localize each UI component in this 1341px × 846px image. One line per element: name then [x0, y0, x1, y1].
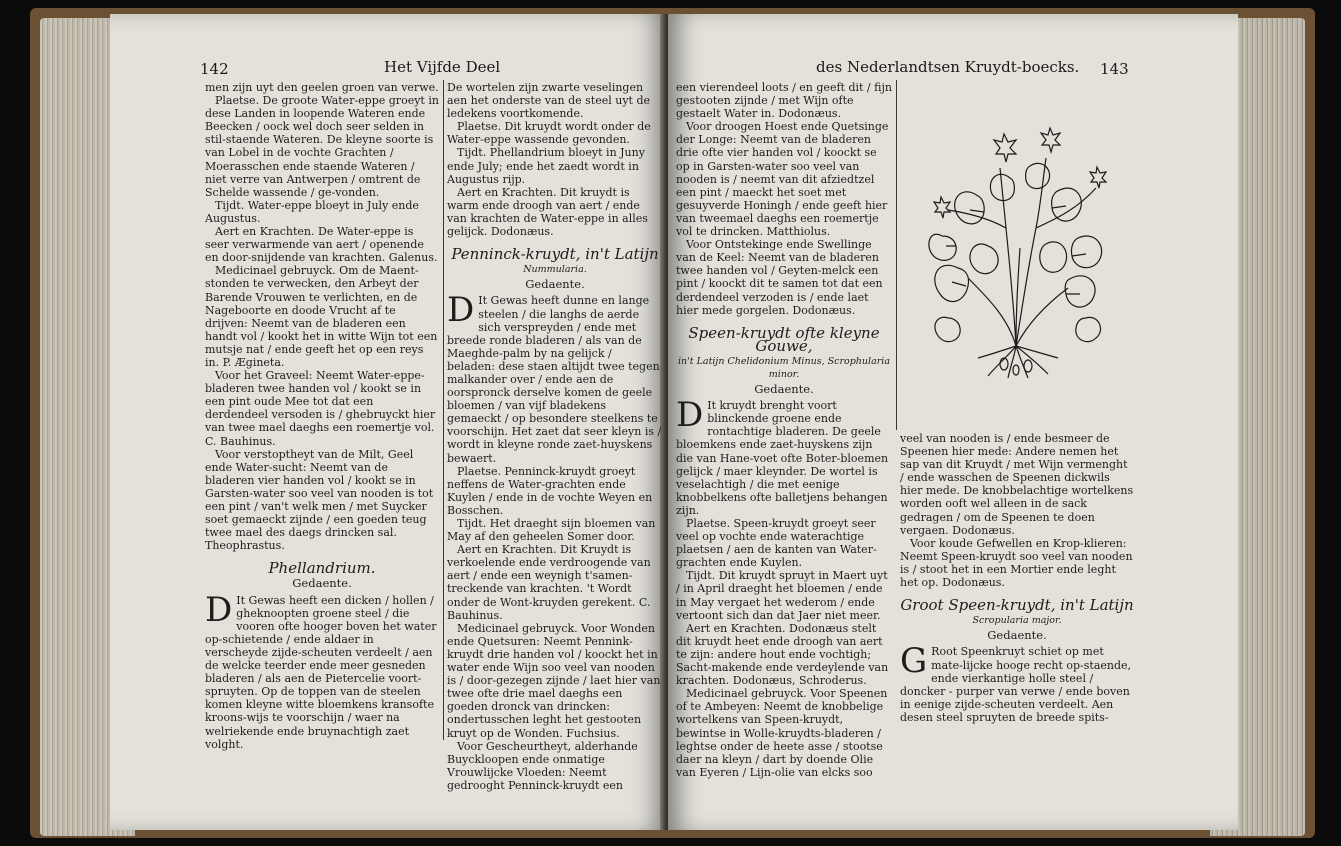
gedaente-heading: Gedaente.	[292, 576, 352, 591]
paragraph: Tijdt. Het draeght sijn bloemen van May af den geheelen Somer door.	[447, 517, 656, 544]
section-subtitle: Scropularia major.	[972, 615, 1062, 627]
paragraph: Plaetse. Penninck-kruydt groeyt neffens de Water-grachten ende Kuylen / ende in de vochte Weyen en Bosschen.	[447, 464, 653, 517]
plant-woodcut-illustration	[918, 118, 1114, 380]
left-page-number: 142	[200, 60, 229, 78]
gedaente-heading: Gedaente.	[754, 382, 814, 397]
paragraph: Aert en Krachten. Dit Kruydt is verkoelende ende verdroogende van aert / ende een weynigh t'samen-treckende van krachten. 't Wordt onder de Wont-kruyden gerekent. C. Bauhinus.	[447, 543, 651, 622]
paragraph: It Gewas heeft dunne en lange steelen / die langhs de aerde sich verspreyden / ende met breede ronde bladeren / als van de Maeghde-palm by na gelijck / beladen: dese staen altijdt twee tegen malkander over / ende aen de oorspronck derselve komen de geele bloemen / van vijf bladekens gemaeckt / op besondere steelkens te voorschijn. Het zaet dat seer kleyn is / wordt in kleyne ronde zaet-huyskens bewaert.	[447, 294, 662, 465]
section-title: Groot Speen-kruydt, in't Latijn	[900, 596, 1134, 615]
paragraph: Voor Gescheurtheyt, alderhande Buyckloopen ende onmatige Vrouwlijcke Vloeden: Neemt gedrooght Penninck-kruydt een	[447, 739, 638, 792]
paragraph: Voor verstoptheyt van de Milt, Geel ende Water-sucht: Neemt van de bladeren vier handen vol / kookt se in Garsten-water soo veel van nooden is tot een pint / van't welk men / met Suycker soet gemaeckt zijnde / een goeden teug twee mael des daegs drincken sal. Theophrastus.	[205, 447, 434, 553]
paragraph: Tijdt. Dit kruydt spruyt in Maert uyt / in April draeght het bloemen / ende in May vergaet het wederom / ende vertoont sich dan dat Jaer niet meer.	[676, 569, 888, 622]
drop-cap: D	[676, 395, 704, 436]
right-page-column-1	[676, 81, 892, 779]
section-title: Speen-kruydt ofte kleyne Gouwe,	[688, 323, 880, 355]
left-page-column-1	[205, 81, 439, 751]
section-subtitle: in't Latijn Chelidonium Minus, Scrophularia minor.	[678, 355, 890, 380]
left-running-head: Het Vijfde Deel	[384, 58, 501, 76]
gedaente-heading: Gedaente.	[987, 628, 1047, 643]
drop-cap: D	[205, 589, 233, 630]
section-title: Phellandrium.	[268, 559, 376, 578]
paragraph: Aert en Krachten. De Water-eppe is seer verwarmende van aert / openende en door-snijdende van krachten. Galenus.	[205, 225, 438, 265]
section-subtitle: Nummularia.	[523, 264, 587, 276]
paragraph: De wortelen zijn zwarte veselingen aen het onderste van de steel uyt de ledekens voortkomende.	[447, 81, 651, 121]
right-page-number: 143	[1100, 60, 1129, 78]
section-title: Penninck-kruydt, in't Latijn	[451, 245, 659, 264]
left-column-rule	[443, 80, 444, 740]
paragraph: men zijn uyt den geelen groen van verwe.	[205, 81, 439, 94]
paragraph: Aert en Krachten. Dodonæus stelt dit kruydt heet ende droogh van aert te zijn: andere hout ende vochtigh; Sacht-makende ende verdeylende van krachten. Dodonæus, Schroderus.	[676, 621, 889, 688]
gedaente-heading: Gedaente.	[525, 277, 585, 292]
drop-cap: D	[447, 290, 475, 331]
paragraph: Tijdt. Phellandrium bloeyt in Juny ende July; ende het zaedt wordt in Augustus rijp.	[447, 146, 645, 186]
paragraph: veel van nooden is / ende besmeer de Speenen hier mede: Andere nemen het sap van dit Kruydt / met Wijn vermenght / ende wasschen de Speenen dickwils hier mede. De knobbelachtige wortelkens worden ooft wel alleen in de sack gedragen / om de Speenen te doen vergaen. Dodonæus.	[900, 432, 1134, 537]
paragraph: Plaetse. De groote Water-eppe groeyt in dese Landen in loopende Wateren ende Beecken / oock wel doch seer selden in stil-staende Wateren. De kleyne soorte is van Lobel in de vochte Grachten / Moerasschen ende staende Wateren / niet verre van Antwerpen / omtrent de Schelde wassende / ge-vonden.	[205, 94, 439, 199]
paragraph: Voor koude Gefwellen en Krop-klieren: Neemt Speen-kruydt soo veel van nooden is / stoot het in een Mortier ende leght het op. Dodonæus.	[900, 536, 1133, 590]
paragraph: Plaetse. Speen-kruydt groeyt seer veel op vochte ende waterachtige plaetsen / aen de kanten van Water-grachten ende Kuylen.	[676, 517, 877, 570]
paragraph: Aert en Krachten. Dit kruydt is warm ende droogh van aert / ende van krachten de Water-eppe in alles gelijck. Dodonæus.	[447, 185, 648, 239]
paragraph: Voor droogen Hoest ende Quetsinge der Longe: Neemt van de bladeren drie ofte vier handen vol / koockt se op in Garsten-water soo veel van nooden is / neemt van dit afziedtzel een pint / maeckt het soet met gesuyverde Honingh / ende geeft hier van tweemael daeghs een roemertje vol te drincken. Matthiolus.	[676, 120, 889, 239]
left-page-column-2	[447, 81, 663, 792]
paragraph: Plaetse. Dit kruydt wordt onder de Water-eppe wassende gevonden.	[447, 120, 651, 147]
paragraph: Root Speenkruyt schiet op met mate-lijcke hooge recht op-staende, ende vierkantige holle steel / doncker - purper van verwe / ende boven in eenige zijde-scheuten verdeelt. Aen desen steel spruyten de breede spits-	[900, 645, 1132, 724]
paragraph: Voor het Graveel: Neemt Water-eppe-bladeren twee handen vol / kookt se in een pint oude Mee tot dat een derdendeel versoden is / ghebruyckt hier van twee mael daeghs een roemertje vol. C. Bauhinus.	[205, 369, 436, 448]
paragraph: It Gewas heeft een dicken / hollen / gheknoopten groene steel / die vooren ofte hooger boven het water op-schietende / ende aldaer in verscheyde zijde-scheuten verdeelt / aen de welcke teerder ende meer gesneden bladeren / als aen de Pietercelie voort-spruyten. Op de toppen van de steelen komen kleyne witte bloemkens kransofte kroons-wijs te voorschijn / waer na welriekende ende bruynachtigh zaet volght.	[205, 593, 437, 751]
paragraph: Voor Ontstekinge ende Swellinge van de Keel: Neemt van de bladeren twee handen vol / Geyten-melck een pint / koockt dit te samen tot dat een derdendeel verzoden is / ende laet hier mede gorgelen. Dodonæus.	[676, 238, 883, 317]
paragraph: Tijdt. Water-eppe bloeyt in July ende Augustus.	[205, 198, 419, 225]
right-running-head: des Nederlandtsen Kruydt-boecks.	[816, 58, 1080, 76]
paragraph: Medicinael gebruyck. Voor Speenen of te Ambeyen: Neemt de knobbelige wortelkens van Speen-kruydt, bewintse in Wolle-kruydts-bladeren / leghtse onder de heete asse / stootse daer na kleyn / dart by doende Olie van Eyeren / Lijn-olie van elcks soo	[676, 687, 888, 779]
paragraph: Medicinael gebruyck. Om de Maent-stonden te verwecken, den Arbeyt der Barende Vrouwen te verlichten, en de Nageboorte en doode Vrucht af te drijven: Neemt van de bladeren een handt vol / kookt het in witte Wijn tot een mutsje nat / ende geeft het op een reys in. P. Ægineta.	[205, 264, 438, 369]
drop-cap: G	[900, 641, 928, 682]
paragraph: Medicinael gebruyck. Voor Wonden ende Quetsuren: Neemt Pennink-kruydt drie handen vol / koockt het in water ende Wijn soo veel van nooden is / door-gezegen zijnde / laet hier van twee ofte drie mael daeghs een goeden dronck van drincken: ondertusschen leght het gestooten kruyt op de Wonden. Fuchsius.	[447, 621, 661, 740]
paragraph: een vierendeel loots / en geeft dit / fijn gestooten zijnde / met Wijn ofte gestaelt Water in. Dodonæus.	[676, 81, 892, 121]
right-page-column-2	[900, 432, 1134, 732]
right-column-rule	[896, 80, 897, 430]
paragraph: It kruydt brenght voort blinckende groene ende rontachtige bladeren. De geele bloemkens ende zaet-huyskens zijn die van Hane-voet ofte Boter-bloemen gelijck / maer kleynder. De wortel is veselachtigh / die met eenige knobbelkens ofte balletjens behangen zijn.	[676, 399, 889, 517]
